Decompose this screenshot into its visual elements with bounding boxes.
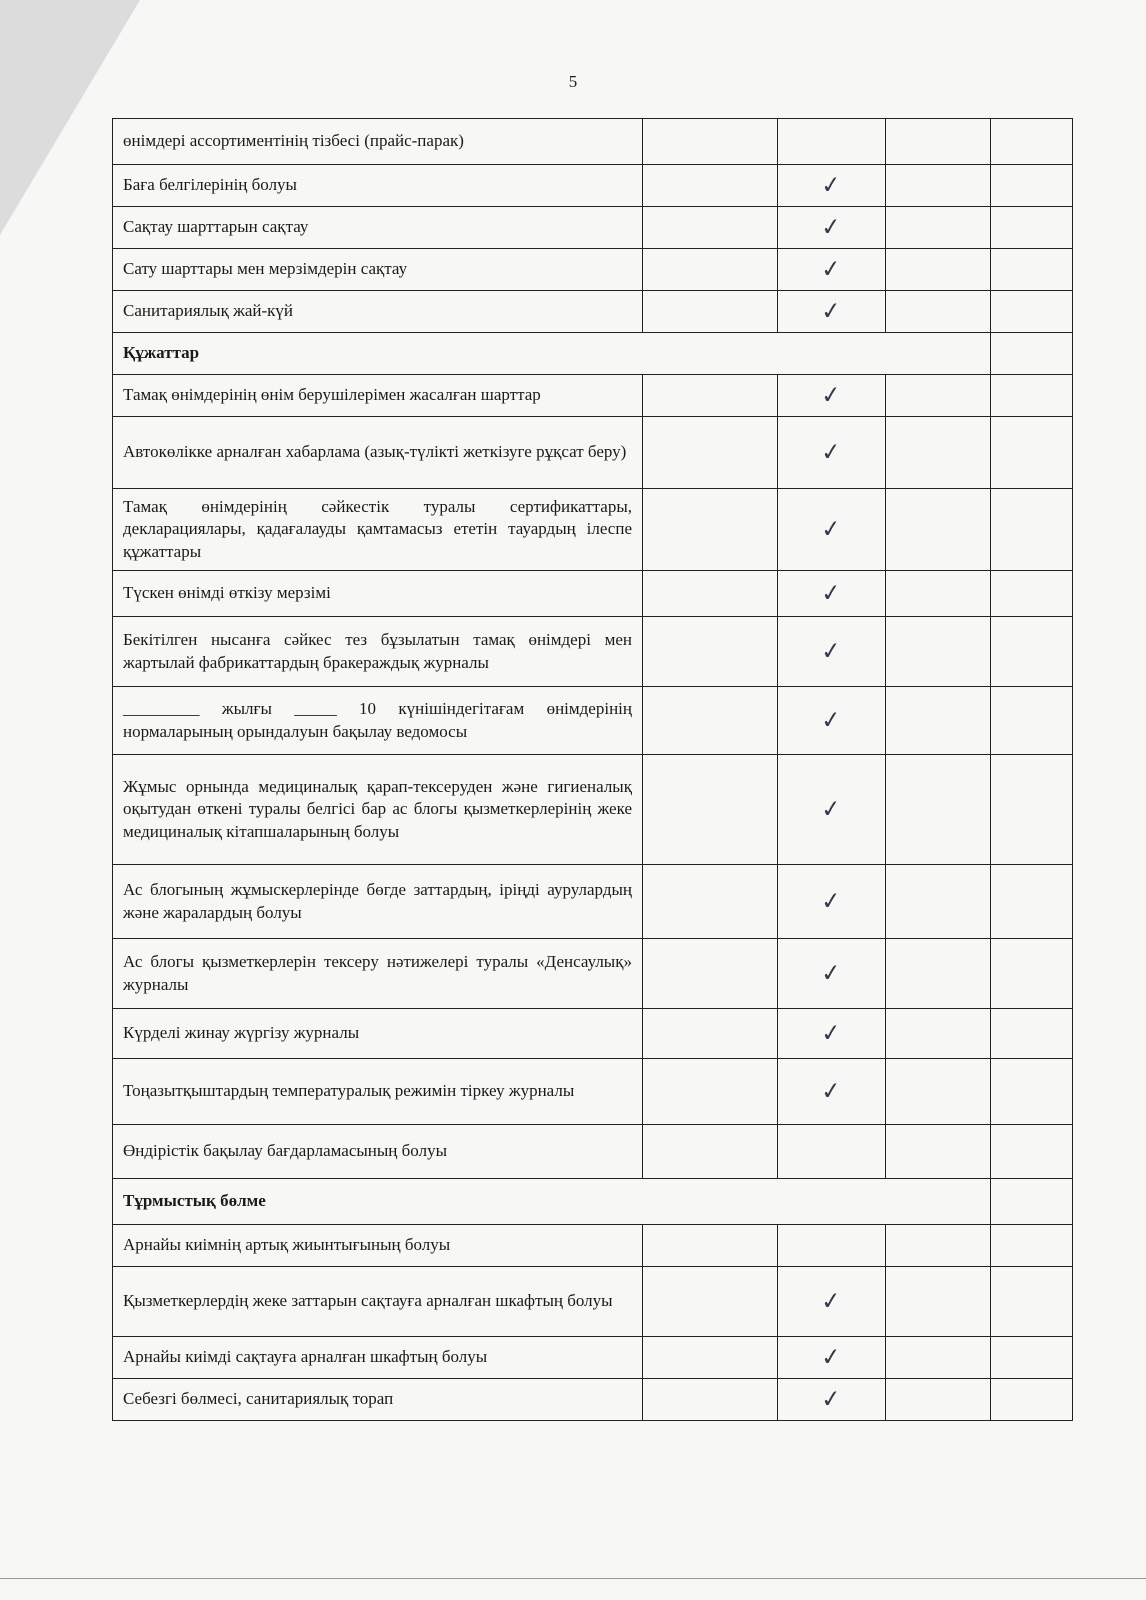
checklist-row xyxy=(113,939,1073,1009)
compliance-mark-cell xyxy=(778,571,886,617)
requirement-label: Ас блогы қызметкерлерін тексеру нәтижелері туралы «Денсаулық» журналы xyxy=(113,939,643,1009)
compliance-mark-cell xyxy=(778,755,886,865)
empty-cell xyxy=(991,489,1073,571)
empty-cell xyxy=(886,291,991,333)
compliance-mark-cell xyxy=(778,417,886,489)
empty-cell xyxy=(991,1179,1073,1225)
checklist-row xyxy=(113,1225,1073,1267)
requirement-label: _________ жылғы _____ 10 күнішіндегітағам өнімдерінің нормаларының орындалуын бақылау ведомосы xyxy=(113,687,643,755)
checklist-row xyxy=(113,291,1073,333)
empty-cell xyxy=(991,939,1073,1009)
empty-cell xyxy=(991,1125,1073,1179)
empty-cell xyxy=(643,939,778,1009)
requirement-label: Түскен өнімді өткізу мерзімі xyxy=(113,571,643,617)
empty-cell xyxy=(643,1337,778,1379)
checkmark-icon: ✓ xyxy=(819,513,843,544)
empty-cell xyxy=(886,865,991,939)
checklist-row xyxy=(113,1379,1073,1421)
requirement-label: өнімдері ассортиментінің тізбесі (прайс-парак) xyxy=(113,119,643,165)
checklist-row xyxy=(113,165,1073,207)
empty-cell xyxy=(886,165,991,207)
checkmark-icon: ✓ xyxy=(819,577,843,608)
empty-cell xyxy=(886,687,991,755)
requirement-label: Санитариялық жай-күй xyxy=(113,291,643,333)
checkmark-icon: ✓ xyxy=(819,704,843,735)
empty-cell xyxy=(991,207,1073,249)
compliance-mark-cell xyxy=(778,1225,886,1267)
empty-cell xyxy=(991,333,1073,375)
section-row xyxy=(113,1179,1073,1225)
compliance-mark-cell xyxy=(778,207,886,249)
empty-cell xyxy=(886,1337,991,1379)
compliance-mark-cell xyxy=(778,375,886,417)
requirement-label: Себезгі бөлмесі, санитариялық торап xyxy=(113,1379,643,1421)
empty-cell xyxy=(886,489,991,571)
checklist-row xyxy=(113,207,1073,249)
compliance-mark-cell xyxy=(778,249,886,291)
checklist-row xyxy=(113,1009,1073,1059)
requirement-label: Ас блогының жұмыскерлерінде бөгде заттардың, іріңді аурулардың және жаралардың болуы xyxy=(113,865,643,939)
compliance-mark-cell xyxy=(778,489,886,571)
empty-cell xyxy=(886,571,991,617)
empty-cell xyxy=(643,489,778,571)
compliance-mark-cell xyxy=(778,1059,886,1125)
inspection-checklist-table xyxy=(112,118,1073,1421)
requirement-label: Қызметкерлердің жеке заттарын сақтауға арналған шкафтың болуы xyxy=(113,1267,643,1337)
requirement-label: Тамақ өнімдерінің сәйкестік туралы сертификаттары, декларациялары, қадағалауды қамтамасыз ететін тауардың ілеспе құжаттары xyxy=(113,489,643,571)
requirement-label: Автокөлікке арналған хабарлама (азық-түлікті жеткізуге рұқсат беру) xyxy=(113,417,643,489)
empty-cell xyxy=(886,755,991,865)
empty-cell xyxy=(991,291,1073,333)
compliance-mark-cell xyxy=(778,119,886,165)
empty-cell xyxy=(643,207,778,249)
empty-cell xyxy=(643,1225,778,1267)
empty-cell xyxy=(991,375,1073,417)
empty-cell xyxy=(886,1125,991,1179)
checkmark-icon: ✓ xyxy=(819,635,843,666)
empty-cell xyxy=(643,1125,778,1179)
empty-cell xyxy=(643,1267,778,1337)
requirement-label: Өндірістік бақылау бағдарламасының болуы xyxy=(113,1125,643,1179)
empty-cell xyxy=(991,1225,1073,1267)
checklist-row xyxy=(113,375,1073,417)
section-row xyxy=(113,333,1073,375)
checkmark-icon: ✓ xyxy=(819,379,843,410)
checklist-row xyxy=(113,119,1073,165)
checkmark-icon: ✓ xyxy=(819,211,843,242)
checklist-row xyxy=(113,1125,1073,1179)
checklist-row xyxy=(113,489,1073,571)
empty-cell xyxy=(991,1009,1073,1059)
checklist-row xyxy=(113,1267,1073,1337)
empty-cell xyxy=(886,617,991,687)
empty-cell xyxy=(643,249,778,291)
checklist-row xyxy=(113,865,1073,939)
requirement-label: Арнайы киімді сақтауға арналған шкафтың болуы xyxy=(113,1337,643,1379)
checkmark-icon: ✓ xyxy=(819,957,843,988)
compliance-mark-cell xyxy=(778,1337,886,1379)
empty-cell xyxy=(886,375,991,417)
empty-cell xyxy=(643,865,778,939)
empty-cell xyxy=(643,375,778,417)
compliance-mark-cell xyxy=(778,165,886,207)
empty-cell xyxy=(886,249,991,291)
requirement-label: Арнайы киімнің артық жиынтығының болуы xyxy=(113,1225,643,1267)
compliance-mark-cell xyxy=(778,939,886,1009)
compliance-mark-cell xyxy=(778,687,886,755)
empty-cell xyxy=(643,755,778,865)
empty-cell xyxy=(643,119,778,165)
requirement-label: Баға белгілерінің болуы xyxy=(113,165,643,207)
empty-cell xyxy=(991,1267,1073,1337)
empty-cell xyxy=(991,165,1073,207)
page-number: 5 xyxy=(568,72,578,91)
empty-cell xyxy=(643,1379,778,1421)
empty-cell xyxy=(886,119,991,165)
empty-cell xyxy=(643,617,778,687)
checkmark-icon: ✓ xyxy=(819,436,843,467)
empty-cell xyxy=(991,617,1073,687)
requirement-label: Сақтау шарттарын сақтау xyxy=(113,207,643,249)
empty-cell xyxy=(886,1267,991,1337)
requirement-label: Бекітілген нысанға сәйкес тез бұзылатын тамақ өнімдері мен жартылай фабрикаттардың бракераждық журналы xyxy=(113,617,643,687)
empty-cell xyxy=(643,1059,778,1125)
compliance-mark-cell xyxy=(778,1379,886,1421)
checklist-row xyxy=(113,1337,1073,1379)
empty-cell xyxy=(886,939,991,1009)
requirement-label: Тамақ өнімдерінің өнім берушілерімен жасалған шарттар xyxy=(113,375,643,417)
page-bottom-edge xyxy=(0,1578,1146,1579)
empty-cell xyxy=(886,417,991,489)
empty-cell xyxy=(643,687,778,755)
empty-cell xyxy=(643,1009,778,1059)
empty-cell xyxy=(991,755,1073,865)
empty-cell xyxy=(991,417,1073,489)
checkmark-icon: ✓ xyxy=(819,1075,843,1106)
compliance-mark-cell xyxy=(778,291,886,333)
empty-cell xyxy=(991,571,1073,617)
empty-cell xyxy=(886,1379,991,1421)
checklist-row xyxy=(113,1059,1073,1125)
empty-cell xyxy=(643,165,778,207)
empty-cell xyxy=(643,291,778,333)
checkmark-icon: ✓ xyxy=(819,253,843,284)
compliance-mark-cell xyxy=(778,617,886,687)
empty-cell xyxy=(991,687,1073,755)
empty-cell xyxy=(886,1009,991,1059)
checklist-row xyxy=(113,571,1073,617)
checkmark-icon: ✓ xyxy=(819,793,843,824)
empty-cell xyxy=(886,1225,991,1267)
checklist-row xyxy=(113,249,1073,291)
section-title: Тұрмыстық бөлме xyxy=(113,1179,991,1225)
checkmark-icon: ✓ xyxy=(819,1341,843,1372)
empty-cell xyxy=(643,571,778,617)
empty-cell xyxy=(991,865,1073,939)
empty-cell xyxy=(991,1059,1073,1125)
empty-cell xyxy=(991,119,1073,165)
section-title: Құжаттар xyxy=(113,333,991,375)
empty-cell xyxy=(886,207,991,249)
compliance-mark-cell xyxy=(778,1125,886,1179)
checklist-row xyxy=(113,687,1073,755)
requirement-label: Сату шарттары мен мерзімдерін сақтау xyxy=(113,249,643,291)
checkmark-icon: ✓ xyxy=(819,1017,843,1048)
checkmark-icon: ✓ xyxy=(819,885,843,916)
empty-cell xyxy=(886,1059,991,1125)
empty-cell xyxy=(991,1337,1073,1379)
compliance-mark-cell xyxy=(778,865,886,939)
requirement-label: Күрделі жинау жүргізу журналы xyxy=(113,1009,643,1059)
empty-cell xyxy=(643,417,778,489)
requirement-label: Жұмыс орнында медициналық қарап-тексеруден және гигиеналық оқытудан өткені туралы белгісі бар ас блогы қызметкерлерінің жеке медициналық кітапшаларының болуы xyxy=(113,755,643,865)
empty-cell xyxy=(991,249,1073,291)
checkmark-icon: ✓ xyxy=(819,295,843,326)
checklist-row xyxy=(113,755,1073,865)
requirement-label: Тоңазытқыштардың температуралық режимін тіркеу журналы xyxy=(113,1059,643,1125)
checkmark-icon: ✓ xyxy=(819,169,843,200)
checkmark-icon: ✓ xyxy=(819,1285,843,1316)
checklist-row xyxy=(113,417,1073,489)
compliance-mark-cell xyxy=(778,1267,886,1337)
checkmark-icon: ✓ xyxy=(819,1383,843,1414)
empty-cell xyxy=(991,1379,1073,1421)
compliance-mark-cell xyxy=(778,1009,886,1059)
checklist-row xyxy=(113,617,1073,687)
